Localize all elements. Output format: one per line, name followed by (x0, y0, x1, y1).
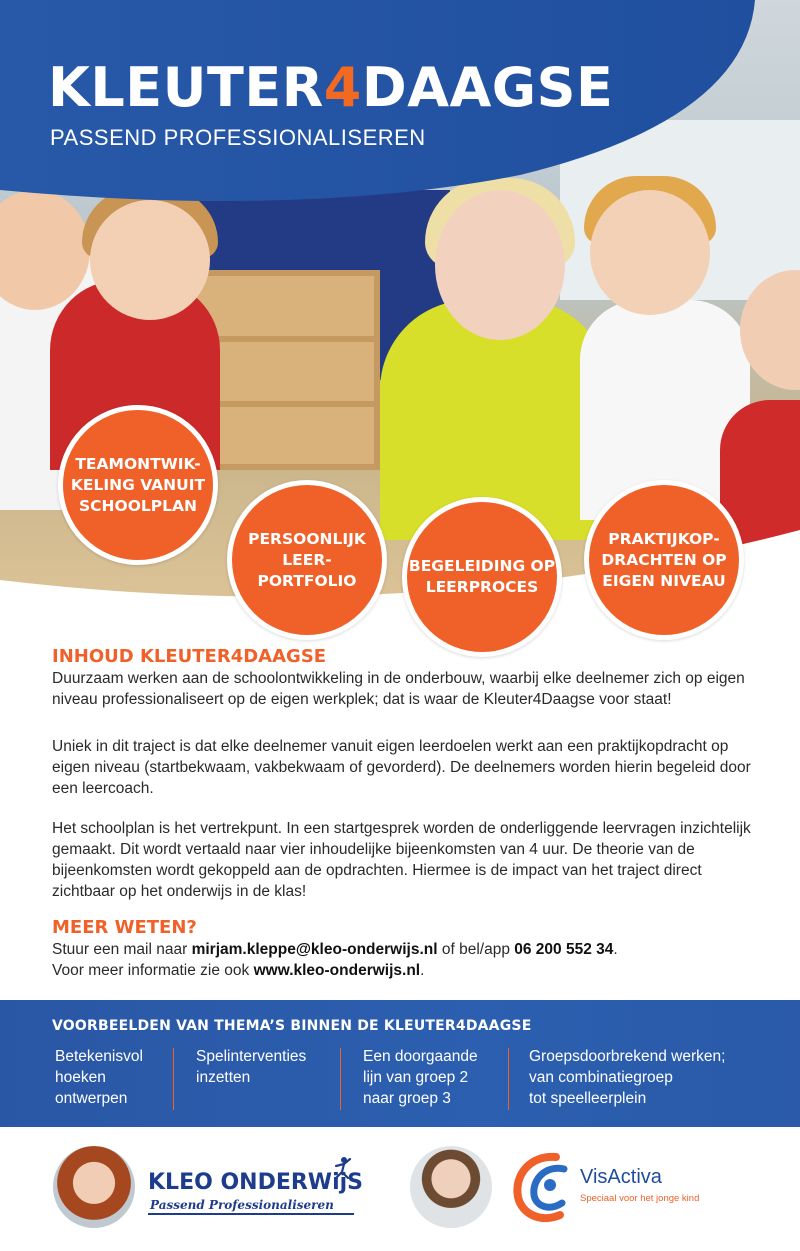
theme-divider (173, 1048, 174, 1110)
title-four: 4 (323, 56, 362, 119)
feature-circle-praktijkopdrachten (584, 480, 744, 640)
feature-circle-label: BEGELEIDING OP LEERPROCES (408, 557, 556, 596)
page-subtitle: PASSEND PROFESSIONALISEREN (50, 125, 426, 150)
theme-item: Een doorgaande lijn van groep 2 naar groep 3 (363, 1048, 478, 1107)
theme-item: Spelinterventies inzetten (196, 1048, 307, 1086)
themes-title: VOORBEELDEN VAN THEMA’S BINNEN DE KLEUTER4DAAGSE (52, 1018, 532, 1034)
feature-circle-label: TEAMONTWIK- KELING VANUIT SCHOOLPLAN (70, 454, 206, 515)
theme-item: Groepsdoorbrekend werken; van combinatiegroep tot speelleerplein (529, 1048, 726, 1107)
content-paragraph: Uniek in dit traject is dat elke deelnemer vanuit eigen leerdoelen werkt aan een praktijkopdracht op eigen niveau (startbekwaam, vakbekwaam of gevorderd). De deelnemers worden hierin begeleid door een leercoach. (52, 738, 751, 797)
avatar-visactiva-contact (410, 1146, 492, 1228)
visactiva-logo: VisActiva (580, 1166, 662, 1188)
phone-number[interactable]: 06 200 552 34 (514, 941, 614, 958)
content-paragraph: Het schoolplan is het vertrekpunt. In een startgesprek worden de onderliggende leervragen inzichtelijk gemaakt. Dit wordt vertaald naar vier inhoudelijke bijeenkomsten van 4 uur. De theorie van de bijeenkomsten wordt gekoppeld aan de opdrachten. Hiermee is de impact van het traject direct zichtbaar op het onderwijs in de klas! (52, 820, 751, 900)
feature-circle-portfolio (227, 480, 387, 640)
themes-band (0, 1000, 800, 1127)
website-link[interactable]: www.kleo-onderwijs.nl (253, 962, 421, 979)
visactiva-tagline: Speciaal voor het jonge kind (580, 1193, 700, 1204)
kleo-logo: KLEO ONDERWijS (148, 1170, 363, 1195)
kleo-figure-icon (330, 1156, 354, 1180)
avatar-kleo-contact (53, 1146, 135, 1228)
feature-circle-label: PERSOONLIJK LEER- PORTFOLIO (248, 529, 366, 590)
feature-circle-begeleiding (402, 497, 562, 657)
email-link[interactable]: mirjam.kleppe@kleo-onderwijs.nl (191, 941, 438, 958)
content-paragraph: Duurzaam werken aan de schoolontwikkeling in de onderbouw, waarbij elke deelnemer zich op eigen niveau professionaliseert op de eigen werkplek; dat is waar de Kleuter4Daagse voor staat! (52, 670, 745, 708)
visactiva-logo-icon (510, 1149, 576, 1225)
kleo-tagline: Passend Professionaliseren (150, 1198, 334, 1212)
content-heading: INHOUD KLEUTER4DAAGSE (52, 646, 327, 667)
feature-circle-teamontwikkeling (58, 405, 218, 565)
feature-circle-label: PRAKTIJKOP- DRACHTEN OP EIGEN NIVEAU (601, 529, 727, 590)
theme-divider (340, 1048, 341, 1110)
contact-line-web: Voor meer informatie zie ook www.kleo-onderwijs.nl. (52, 962, 425, 979)
contact-line-mail: Stuur een mail naar mirjam.kleppe@kleo-onderwijs.nl of bel/app 06 200 552 34. (52, 941, 618, 958)
page-title: KLEUTER4DAAGSE (48, 56, 614, 119)
theme-item: Betekenisvol hoeken ontwerpen (55, 1048, 143, 1107)
contact-heading: MEER WETEN? (52, 917, 197, 938)
theme-divider (508, 1048, 509, 1110)
kleo-underline (148, 1213, 354, 1215)
